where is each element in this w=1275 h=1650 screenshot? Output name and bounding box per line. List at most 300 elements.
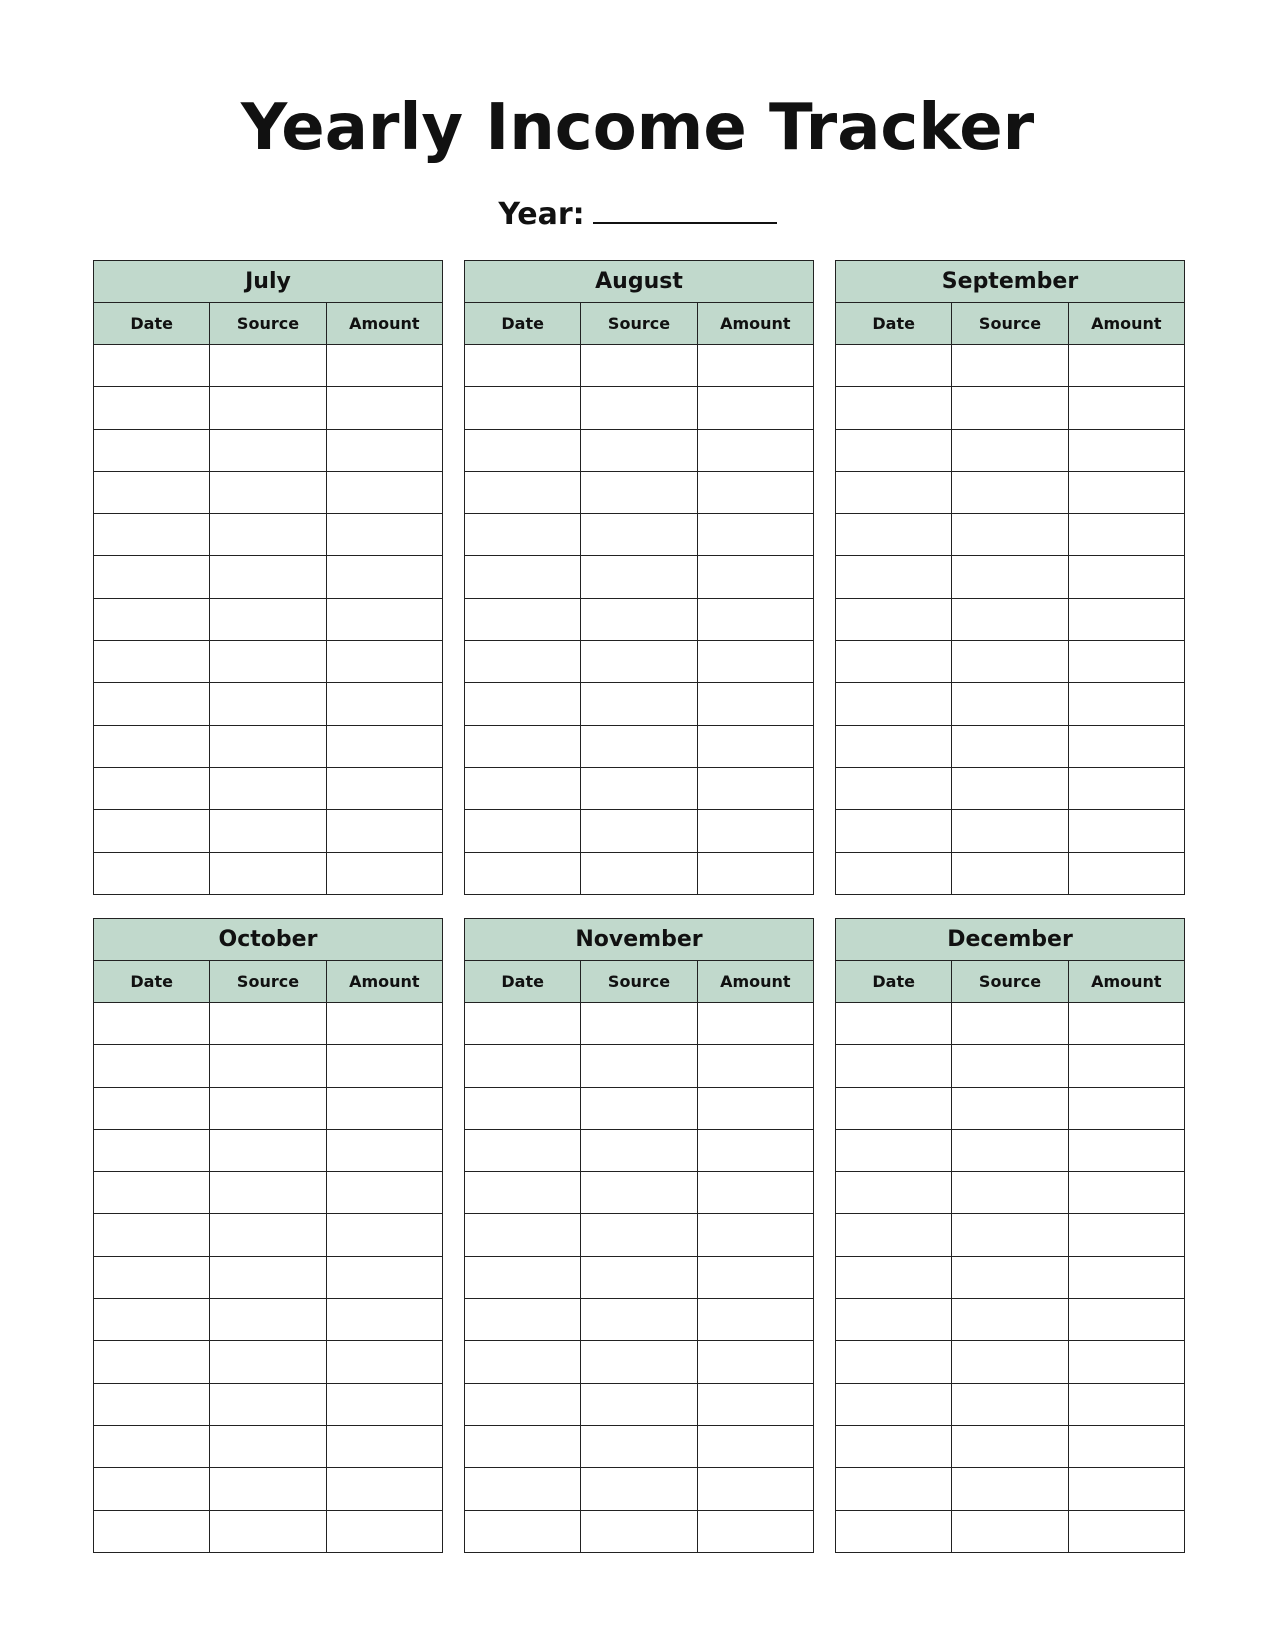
table-row (836, 1087, 1185, 1129)
table-row (465, 471, 814, 513)
source-cell[interactable] (952, 767, 1068, 809)
date-cell[interactable] (465, 641, 581, 683)
table-row (836, 1256, 1185, 1298)
amount-cell[interactable] (1068, 345, 1184, 387)
date-cell[interactable] (465, 810, 581, 852)
amount-cell[interactable] (1068, 429, 1184, 471)
column-header-date: Date (836, 303, 952, 345)
source-cell[interactable] (210, 810, 326, 852)
amount-cell[interactable] (697, 852, 813, 894)
table-row (836, 514, 1185, 556)
amount-cell[interactable] (1068, 471, 1184, 513)
source-cell[interactable] (210, 1087, 326, 1129)
date-cell[interactable] (465, 1341, 581, 1383)
date-cell[interactable] (836, 725, 952, 767)
column-header-source: Source (952, 303, 1068, 345)
table-row (94, 1045, 443, 1087)
amount-cell[interactable] (697, 1510, 813, 1552)
source-cell[interactable] (210, 1299, 326, 1341)
source-cell[interactable] (952, 852, 1068, 894)
amount-cell[interactable] (1068, 767, 1184, 809)
source-cell[interactable] (210, 683, 326, 725)
date-cell[interactable] (465, 387, 581, 429)
page-title: Yearly Income Tracker (240, 91, 1035, 165)
source-cell[interactable] (581, 345, 697, 387)
amount-cell[interactable] (326, 1129, 442, 1171)
source-cell[interactable] (952, 471, 1068, 513)
source-cell[interactable] (952, 387, 1068, 429)
column-header-source: Source (581, 961, 697, 1003)
amount-cell[interactable] (697, 1003, 813, 1045)
amount-cell[interactable] (1068, 1045, 1184, 1087)
source-cell[interactable] (952, 345, 1068, 387)
source-cell[interactable] (952, 1087, 1068, 1129)
date-cell[interactable] (465, 1045, 581, 1087)
amount-cell[interactable] (697, 1425, 813, 1467)
amount-cell[interactable] (326, 387, 442, 429)
month-table-september (835, 260, 1185, 895)
date-cell[interactable] (94, 1341, 210, 1383)
date-cell[interactable] (465, 1087, 581, 1129)
date-cell[interactable] (465, 1172, 581, 1214)
source-cell[interactable] (210, 1468, 326, 1510)
amount-cell[interactable] (1068, 810, 1184, 852)
amount-cell[interactable] (1068, 1341, 1184, 1383)
table-row (836, 1003, 1185, 1045)
date-cell[interactable] (836, 641, 952, 683)
amount-cell[interactable] (697, 1468, 813, 1510)
date-cell[interactable] (836, 852, 952, 894)
amount-cell[interactable] (326, 1510, 442, 1552)
amount-cell[interactable] (326, 429, 442, 471)
date-cell[interactable] (836, 1468, 952, 1510)
date-cell[interactable] (465, 429, 581, 471)
source-cell[interactable] (210, 852, 326, 894)
source-cell[interactable] (210, 1341, 326, 1383)
source-cell[interactable] (210, 1256, 326, 1298)
source-cell[interactable] (952, 514, 1068, 556)
source-cell[interactable] (581, 1129, 697, 1171)
date-cell[interactable] (94, 1510, 210, 1552)
source-cell[interactable] (952, 556, 1068, 598)
amount-cell[interactable] (1068, 1256, 1184, 1298)
month-title: July (94, 261, 443, 303)
amount-cell[interactable] (326, 1214, 442, 1256)
date-cell[interactable] (836, 1172, 952, 1214)
source-cell[interactable] (581, 725, 697, 767)
amount-cell[interactable] (697, 556, 813, 598)
table-row (836, 641, 1185, 683)
date-cell[interactable] (836, 1510, 952, 1552)
amount-cell[interactable] (697, 1256, 813, 1298)
amount-cell[interactable] (1068, 1087, 1184, 1129)
source-cell[interactable] (952, 1383, 1068, 1425)
amount-cell[interactable] (1068, 1383, 1184, 1425)
source-cell[interactable] (952, 1468, 1068, 1510)
amount-cell[interactable] (1068, 683, 1184, 725)
source-cell[interactable] (581, 852, 697, 894)
date-cell[interactable] (836, 471, 952, 513)
date-cell[interactable] (465, 1003, 581, 1045)
date-cell[interactable] (94, 1087, 210, 1129)
amount-cell[interactable] (326, 1299, 442, 1341)
source-cell[interactable] (952, 1256, 1068, 1298)
amount-cell[interactable] (1068, 1129, 1184, 1171)
source-cell[interactable] (952, 1214, 1068, 1256)
column-header-amount: Amount (697, 961, 813, 1003)
source-cell[interactable] (952, 1341, 1068, 1383)
source-cell[interactable] (210, 471, 326, 513)
table-row (465, 556, 814, 598)
amount-cell[interactable] (697, 1045, 813, 1087)
source-cell[interactable] (210, 725, 326, 767)
year-input-line[interactable] (593, 192, 777, 224)
table-row (465, 1003, 814, 1045)
source-cell[interactable] (952, 1510, 1068, 1552)
date-cell[interactable] (94, 1003, 210, 1045)
source-cell[interactable] (210, 767, 326, 809)
date-cell[interactable] (465, 1214, 581, 1256)
date-cell[interactable] (836, 1256, 952, 1298)
source-cell[interactable] (210, 556, 326, 598)
date-cell[interactable] (465, 1299, 581, 1341)
table-row (465, 641, 814, 683)
amount-cell[interactable] (1068, 852, 1184, 894)
month-table-december (835, 918, 1185, 1553)
table-row (94, 683, 443, 725)
amount-cell[interactable] (326, 683, 442, 725)
source-cell[interactable] (952, 1425, 1068, 1467)
column-header-amount: Amount (1068, 303, 1184, 345)
amount-cell[interactable] (697, 683, 813, 725)
date-cell[interactable] (836, 598, 952, 640)
amount-cell[interactable] (697, 1299, 813, 1341)
amount-cell[interactable] (326, 725, 442, 767)
amount-cell[interactable] (326, 556, 442, 598)
table-row (94, 1214, 443, 1256)
amount-cell[interactable] (697, 1172, 813, 1214)
date-cell[interactable] (836, 683, 952, 725)
column-header-date: Date (836, 961, 952, 1003)
source-cell[interactable] (210, 1045, 326, 1087)
date-cell[interactable] (465, 1510, 581, 1552)
source-cell[interactable] (581, 1383, 697, 1425)
column-header-source: Source (581, 303, 697, 345)
date-cell[interactable] (836, 810, 952, 852)
table-row (94, 1341, 443, 1383)
source-cell[interactable] (210, 1214, 326, 1256)
date-cell[interactable] (465, 725, 581, 767)
source-cell[interactable] (952, 1172, 1068, 1214)
amount-cell[interactable] (326, 1256, 442, 1298)
date-cell[interactable] (465, 1256, 581, 1298)
date-cell[interactable] (94, 429, 210, 471)
date-cell[interactable] (94, 641, 210, 683)
date-cell[interactable] (836, 1214, 952, 1256)
source-cell[interactable] (581, 1087, 697, 1129)
amount-cell[interactable] (1068, 725, 1184, 767)
table-row (465, 810, 814, 852)
amount-cell[interactable] (1068, 387, 1184, 429)
amount-cell[interactable] (1068, 1299, 1184, 1341)
date-cell[interactable] (94, 810, 210, 852)
table-row (836, 429, 1185, 471)
date-cell[interactable] (94, 514, 210, 556)
source-cell[interactable] (581, 471, 697, 513)
date-cell[interactable] (836, 345, 952, 387)
date-cell[interactable] (94, 1129, 210, 1171)
amount-cell[interactable] (697, 1087, 813, 1129)
date-cell[interactable] (94, 1256, 210, 1298)
amount-cell[interactable] (697, 598, 813, 640)
source-cell[interactable] (952, 1003, 1068, 1045)
date-cell[interactable] (94, 1172, 210, 1214)
amount-cell[interactable] (697, 1214, 813, 1256)
date-cell[interactable] (836, 429, 952, 471)
table-row (465, 387, 814, 429)
source-cell[interactable] (581, 429, 697, 471)
date-cell[interactable] (465, 683, 581, 725)
date-cell[interactable] (94, 598, 210, 640)
table-row (465, 598, 814, 640)
source-cell[interactable] (210, 641, 326, 683)
table-row (465, 1425, 814, 1467)
source-cell[interactable] (210, 1425, 326, 1467)
amount-cell[interactable] (697, 514, 813, 556)
table-row (94, 556, 443, 598)
table-row (836, 345, 1185, 387)
table-row (836, 598, 1185, 640)
date-cell[interactable] (465, 514, 581, 556)
column-header-date: Date (465, 961, 581, 1003)
date-cell[interactable] (94, 556, 210, 598)
date-cell[interactable] (94, 1383, 210, 1425)
source-cell[interactable] (210, 1172, 326, 1214)
amount-cell[interactable] (697, 1341, 813, 1383)
date-cell[interactable] (465, 471, 581, 513)
table-row (836, 683, 1185, 725)
date-cell[interactable] (94, 1299, 210, 1341)
table-row (836, 1299, 1185, 1341)
amount-cell[interactable] (326, 1341, 442, 1383)
date-cell[interactable] (94, 1214, 210, 1256)
source-cell[interactable] (581, 767, 697, 809)
table-row (836, 767, 1185, 809)
date-cell[interactable] (465, 852, 581, 894)
column-header-amount: Amount (326, 303, 442, 345)
table-row (94, 1087, 443, 1129)
source-cell[interactable] (210, 514, 326, 556)
amount-cell[interactable] (326, 1087, 442, 1129)
source-cell[interactable] (581, 1172, 697, 1214)
amount-cell[interactable] (326, 598, 442, 640)
amount-cell[interactable] (697, 641, 813, 683)
table-row (836, 852, 1185, 894)
column-header-source: Source (952, 961, 1068, 1003)
amount-cell[interactable] (1068, 1003, 1184, 1045)
amount-cell[interactable] (326, 1383, 442, 1425)
source-cell[interactable] (581, 556, 697, 598)
date-cell[interactable] (94, 725, 210, 767)
table-row (94, 1299, 443, 1341)
date-cell[interactable] (836, 1425, 952, 1467)
source-cell[interactable] (952, 725, 1068, 767)
date-cell[interactable] (465, 1468, 581, 1510)
amount-cell[interactable] (1068, 1510, 1184, 1552)
source-cell[interactable] (581, 1468, 697, 1510)
source-cell[interactable] (581, 387, 697, 429)
date-cell[interactable] (465, 1425, 581, 1467)
table-row (465, 1510, 814, 1552)
amount-cell[interactable] (326, 852, 442, 894)
amount-cell[interactable] (326, 767, 442, 809)
amount-cell[interactable] (697, 1129, 813, 1171)
amount-cell[interactable] (326, 471, 442, 513)
month-title: October (94, 919, 443, 961)
source-cell[interactable] (952, 598, 1068, 640)
table-row (465, 725, 814, 767)
amount-cell[interactable] (1068, 1468, 1184, 1510)
source-cell[interactable] (210, 429, 326, 471)
source-cell[interactable] (210, 1003, 326, 1045)
source-cell[interactable] (581, 1003, 697, 1045)
source-cell[interactable] (581, 1510, 697, 1552)
amount-cell[interactable] (326, 1425, 442, 1467)
source-cell[interactable] (581, 810, 697, 852)
date-cell[interactable] (836, 1087, 952, 1129)
source-cell[interactable] (952, 429, 1068, 471)
date-cell[interactable] (836, 1341, 952, 1383)
date-cell[interactable] (465, 1383, 581, 1425)
table-row (836, 1172, 1185, 1214)
source-cell[interactable] (581, 683, 697, 725)
amount-cell[interactable] (326, 1172, 442, 1214)
date-cell[interactable] (465, 598, 581, 640)
source-cell[interactable] (581, 1214, 697, 1256)
amount-cell[interactable] (697, 387, 813, 429)
amount-cell[interactable] (1068, 556, 1184, 598)
amount-cell[interactable] (697, 767, 813, 809)
date-cell[interactable] (836, 1003, 952, 1045)
amount-cell[interactable] (1068, 514, 1184, 556)
amount-cell[interactable] (697, 725, 813, 767)
table-row (94, 387, 443, 429)
date-cell[interactable] (836, 1299, 952, 1341)
date-cell[interactable] (465, 767, 581, 809)
date-cell[interactable] (94, 1468, 210, 1510)
date-cell[interactable] (836, 1045, 952, 1087)
month-table-july (93, 260, 443, 895)
source-cell[interactable] (581, 514, 697, 556)
date-cell[interactable] (94, 345, 210, 387)
source-cell[interactable] (210, 1383, 326, 1425)
source-cell[interactable] (952, 1045, 1068, 1087)
amount-cell[interactable] (697, 345, 813, 387)
table-row (836, 1510, 1185, 1552)
amount-cell[interactable] (697, 1383, 813, 1425)
date-cell[interactable] (836, 1129, 952, 1171)
table-row (94, 641, 443, 683)
source-cell[interactable] (581, 1299, 697, 1341)
source-cell[interactable] (210, 345, 326, 387)
date-cell[interactable] (836, 1383, 952, 1425)
source-cell[interactable] (210, 1129, 326, 1171)
amount-cell[interactable] (1068, 1425, 1184, 1467)
amount-cell[interactable] (1068, 1214, 1184, 1256)
date-cell[interactable] (94, 387, 210, 429)
amount-cell[interactable] (326, 1468, 442, 1510)
source-cell[interactable] (952, 641, 1068, 683)
date-cell[interactable] (836, 387, 952, 429)
date-cell[interactable] (94, 471, 210, 513)
source-cell[interactable] (581, 641, 697, 683)
amount-cell[interactable] (1068, 598, 1184, 640)
date-cell[interactable] (836, 514, 952, 556)
month-title: December (836, 919, 1185, 961)
source-cell[interactable] (952, 810, 1068, 852)
date-cell[interactable] (94, 1425, 210, 1467)
date-cell[interactable] (94, 852, 210, 894)
table-row (465, 1045, 814, 1087)
source-cell[interactable] (581, 598, 697, 640)
amount-cell[interactable] (326, 514, 442, 556)
date-cell[interactable] (465, 345, 581, 387)
table-row (94, 1129, 443, 1171)
source-cell[interactable] (581, 1045, 697, 1087)
table-row (94, 810, 443, 852)
table-row (465, 1172, 814, 1214)
source-cell[interactable] (210, 598, 326, 640)
table-row (465, 345, 814, 387)
month-table-november (464, 918, 814, 1553)
table-row (465, 1468, 814, 1510)
amount-cell[interactable] (697, 429, 813, 471)
amount-cell[interactable] (326, 345, 442, 387)
column-header-amount: Amount (326, 961, 442, 1003)
amount-cell[interactable] (326, 641, 442, 683)
date-cell[interactable] (465, 556, 581, 598)
source-cell[interactable] (210, 387, 326, 429)
source-cell[interactable] (952, 1299, 1068, 1341)
amount-cell[interactable] (326, 1045, 442, 1087)
date-cell[interactable] (94, 767, 210, 809)
date-cell[interactable] (94, 1045, 210, 1087)
table-row (94, 1510, 443, 1552)
month-title: November (465, 919, 814, 961)
date-cell[interactable] (94, 683, 210, 725)
amount-cell[interactable] (1068, 641, 1184, 683)
table-row (465, 1214, 814, 1256)
source-cell[interactable] (581, 1341, 697, 1383)
amount-cell[interactable] (326, 810, 442, 852)
date-cell[interactable] (836, 556, 952, 598)
table-row (94, 767, 443, 809)
source-cell[interactable] (952, 683, 1068, 725)
table-row (836, 1214, 1185, 1256)
amount-cell[interactable] (697, 471, 813, 513)
source-cell[interactable] (581, 1425, 697, 1467)
table-row (836, 1383, 1185, 1425)
date-cell[interactable] (465, 1129, 581, 1171)
source-cell[interactable] (581, 1256, 697, 1298)
source-cell[interactable] (210, 1510, 326, 1552)
date-cell[interactable] (836, 767, 952, 809)
amount-cell[interactable] (697, 810, 813, 852)
table-row (836, 1129, 1185, 1171)
amount-cell[interactable] (1068, 1172, 1184, 1214)
amount-cell[interactable] (326, 1003, 442, 1045)
source-cell[interactable] (952, 1129, 1068, 1171)
